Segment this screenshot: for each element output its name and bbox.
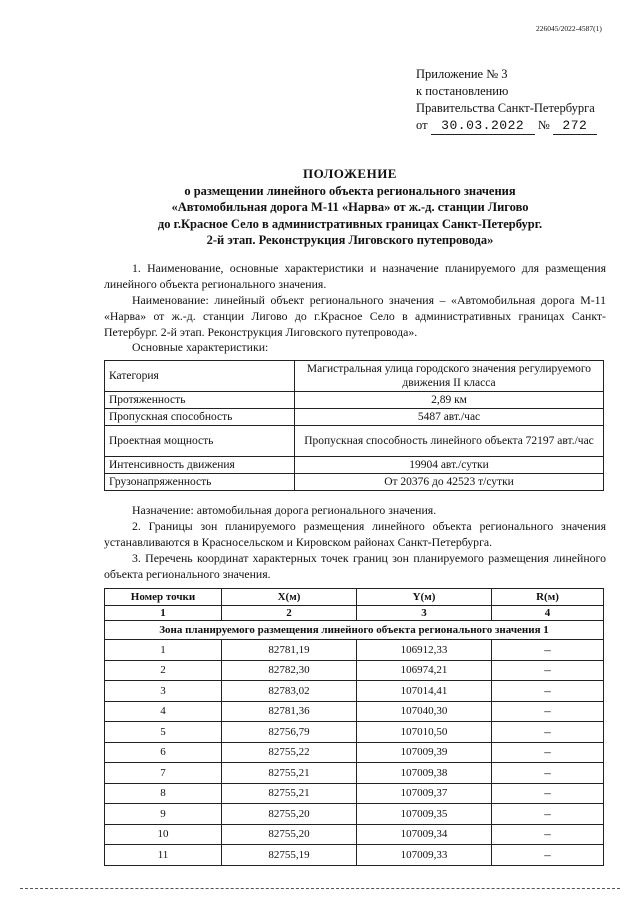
page-bottom-rule bbox=[20, 888, 620, 889]
y-value: 107009,37 bbox=[357, 783, 492, 804]
x-value: 82755,22 bbox=[222, 742, 357, 763]
appendix-date: 30.03.2022 bbox=[431, 117, 535, 135]
point-number: 10 bbox=[105, 824, 222, 845]
zone-row bbox=[105, 621, 604, 640]
char-value: От 20376 до 42523 т/сутки bbox=[295, 474, 604, 491]
point-number: 4 bbox=[105, 701, 222, 722]
appendix-date-line bbox=[416, 117, 597, 135]
title-line-2: «Автомобильная дорога М-11 «Нарва» от ж.-д. станции Лигово bbox=[171, 200, 529, 214]
r-value: – bbox=[492, 722, 604, 743]
section-1-heading: 1. Наименование, основные характеристики и назначение планируемого для размещения линейного объекта регионального значения. bbox=[104, 261, 606, 291]
point-number: 7 bbox=[105, 763, 222, 784]
r-value: – bbox=[492, 824, 604, 845]
y-value: 107009,34 bbox=[357, 824, 492, 845]
y-value: 106912,33 bbox=[357, 640, 492, 661]
section-1-name: Наименование: линейный объект регионального значения – «Автомобильная дорога М-11 «Нарва» от ж.-д. станции Лигово до г.Красное Село в административных границах Санкт-Петербург. 2-й этап. Реконструкция Лиговского путепровода». bbox=[104, 293, 606, 339]
table-row bbox=[105, 409, 604, 426]
y-value: 106974,21 bbox=[357, 660, 492, 681]
number-prefix: № bbox=[537, 118, 550, 132]
r-value: – bbox=[492, 804, 604, 825]
y-value: 107010,50 bbox=[357, 722, 492, 743]
r-value: – bbox=[492, 701, 604, 722]
y-value: 107009,35 bbox=[357, 804, 492, 825]
title-line-4: 2-й этап. Реконструкция Лиговского путепровода» bbox=[206, 233, 494, 247]
x-value: 82755,21 bbox=[222, 763, 357, 784]
point-number: 5 bbox=[105, 722, 222, 743]
x-value: 82755,20 bbox=[222, 804, 357, 825]
table-row bbox=[105, 474, 604, 491]
point-number: 3 bbox=[105, 681, 222, 702]
table-row bbox=[105, 783, 604, 804]
table-row bbox=[105, 426, 604, 457]
point-number: 1 bbox=[105, 640, 222, 661]
table-row bbox=[105, 457, 604, 474]
point-number: 8 bbox=[105, 783, 222, 804]
r-value: – bbox=[492, 783, 604, 804]
appendix-number: 272 bbox=[553, 117, 597, 135]
document-title bbox=[60, 166, 640, 249]
r-value: – bbox=[492, 681, 604, 702]
point-number: 9 bbox=[105, 804, 222, 825]
characteristics-table bbox=[104, 360, 604, 491]
y-value: 107014,41 bbox=[357, 681, 492, 702]
point-number: 11 bbox=[105, 845, 222, 866]
y-value: 107040,30 bbox=[357, 701, 492, 722]
appendix-line-2: к постановлению bbox=[416, 84, 509, 98]
y-value: 107009,38 bbox=[357, 763, 492, 784]
r-value: – bbox=[492, 660, 604, 681]
table-row bbox=[105, 701, 604, 722]
char-value: 5487 авт./час bbox=[295, 409, 604, 426]
table-row bbox=[105, 722, 604, 743]
char-label: Пропускная способность bbox=[105, 409, 295, 426]
zone-title: Зона планируемого размещения линейного объекта регионального значения 1 bbox=[105, 621, 604, 640]
appendix-line-1: Приложение № 3 bbox=[416, 67, 508, 81]
x-value: 82783,02 bbox=[222, 681, 357, 702]
characteristics-label: Основные характеристики: bbox=[132, 340, 269, 354]
r-value: – bbox=[492, 742, 604, 763]
char-value: 19904 авт./сутки bbox=[295, 457, 604, 474]
char-label: Проектная мощность bbox=[105, 426, 295, 457]
title-line-3: до г.Красное Село в административных границах Санкт-Петербург. bbox=[157, 216, 543, 231]
table-row bbox=[105, 742, 604, 763]
index-row bbox=[105, 606, 604, 621]
x-value: 82756,79 bbox=[222, 722, 357, 743]
index-cell: 3 bbox=[357, 606, 492, 621]
x-value: 82755,20 bbox=[222, 824, 357, 845]
char-value: Пропускная способность линейного объекта 72197 авт./час bbox=[295, 426, 604, 457]
index-cell: 2 bbox=[222, 606, 357, 621]
char-label: Протяженность bbox=[105, 392, 295, 409]
col-header-point: Номер точки bbox=[105, 589, 222, 606]
date-prefix: от bbox=[416, 118, 428, 132]
char-label: Грузонапряженность bbox=[105, 474, 295, 491]
x-value: 82781,19 bbox=[222, 640, 357, 661]
appendix-block bbox=[416, 66, 597, 135]
title-main: ПОЛОЖЕНИЕ bbox=[303, 166, 397, 181]
col-header-y: Y(м) bbox=[357, 589, 492, 606]
table-row bbox=[105, 804, 604, 825]
table-row bbox=[105, 845, 604, 866]
char-label: Категория bbox=[105, 361, 295, 392]
char-label: Интенсивность движения bbox=[105, 457, 295, 474]
r-value: – bbox=[492, 763, 604, 784]
point-number: 2 bbox=[105, 660, 222, 681]
coordinates-table bbox=[104, 588, 604, 866]
r-value: – bbox=[492, 640, 604, 661]
section-3-text: 3. Перечень координат характерных точек границ зон планируемого размещения линейного объекта регионального значения. bbox=[104, 551, 606, 581]
section-2-text: 2. Границы зон планируемого размещения линейного объекта регионального значения устанавливаются в Красносельском и Кировском районах Санкт-Петербурга. bbox=[104, 519, 606, 549]
char-value: Магистральная улица городского значения регулируемого движения II класса bbox=[295, 361, 604, 392]
purpose-text: Назначение: автомобильная дорога регионального значения. bbox=[132, 503, 437, 517]
y-value: 107009,33 bbox=[357, 845, 492, 866]
x-value: 82755,19 bbox=[222, 845, 357, 866]
point-number: 6 bbox=[105, 742, 222, 763]
title-line-1: о размещении линейного объекта регионального значения bbox=[184, 183, 516, 198]
char-value: 2,89 км bbox=[295, 392, 604, 409]
index-cell: 1 bbox=[105, 606, 222, 621]
r-value: – bbox=[492, 845, 604, 866]
table-row bbox=[105, 660, 604, 681]
header-row bbox=[105, 589, 604, 606]
table-row bbox=[105, 824, 604, 845]
col-header-x: X(м) bbox=[222, 589, 357, 606]
table-row bbox=[105, 361, 604, 392]
index-cell: 4 bbox=[492, 606, 604, 621]
table-row bbox=[105, 392, 604, 409]
document-number: 226045/2022-4587(1) bbox=[536, 24, 602, 33]
table-row bbox=[105, 681, 604, 702]
appendix-line-3: Правительства Санкт-Петербурга bbox=[416, 101, 595, 115]
x-value: 82755,21 bbox=[222, 783, 357, 804]
x-value: 82781,36 bbox=[222, 701, 357, 722]
table-row bbox=[105, 640, 604, 661]
x-value: 82782,30 bbox=[222, 660, 357, 681]
table-row bbox=[105, 763, 604, 784]
col-header-r: R(м) bbox=[492, 589, 604, 606]
y-value: 107009,39 bbox=[357, 742, 492, 763]
